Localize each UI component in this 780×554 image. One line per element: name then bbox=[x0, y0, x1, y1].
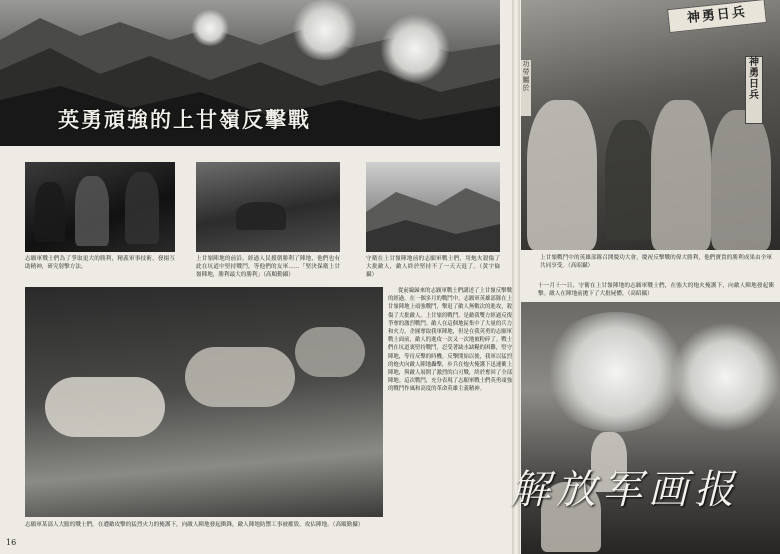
explosion-smoke bbox=[190, 10, 230, 46]
caption-trench-photo: 上甘嶺陣地的前沿，經過人民援朝勝利了陣地，他們也有此在坑道中堅持戰鬥，等他們的友軍……「堅決保衛上甘嶺陣地，勝利最大的勝利」（高順勤攝） bbox=[196, 256, 340, 278]
caption-group-photo: 志願軍戰士們為了爭取更大的勝利，精義軍事技術，發揚互助精神，研究射擊方法。 bbox=[25, 256, 175, 270]
soldier-figure bbox=[35, 182, 65, 242]
explosion-smoke bbox=[541, 312, 691, 432]
caption-smoke-photo: 十一月十一日，守衛在上甘嶺陣地的志願軍戰士們，在強大的炮火掩護下，向敵人陣地發起衝擊。敵人在陣地前拋下了大批屍體。（高昭攝） bbox=[538, 283, 774, 297]
caption-ridge-photo: 守衛在上甘嶺陣地前的志願軍戰士們，用炮火殺傷了大批敵人，敵人終於堅持不了一天天退了。（黃宇倫攝） bbox=[366, 256, 500, 278]
soldier-figure bbox=[236, 202, 286, 230]
explosion-smoke bbox=[671, 322, 780, 432]
ridge-photo bbox=[366, 162, 500, 252]
rally-photo bbox=[521, 0, 780, 250]
explosion-smoke bbox=[290, 0, 360, 60]
soldier-figure bbox=[527, 100, 597, 250]
ridge-graphic bbox=[366, 162, 500, 252]
rally-left-sign: 功勞屬於 bbox=[521, 60, 531, 116]
magazine-logo: 解放军画报 bbox=[510, 467, 740, 513]
article-body: 從前線歸來的志願軍戰士們講述了上甘嶺反擊戰的經過。在一個多月的戰鬥中，志願軍英雄部隊在上甘嶺陣地上頑強戰鬥，擊退了敵人無數次的進攻，殺傷了大批敵人。上甘嶺的戰鬥，是敵我雙方經過反復爭奪的激烈戰鬥。敵人在這個地區集中了大量的兵力和火力，企圖奪取我軍陣地，但是在我英勇的志願軍戰士面前，敵人的進攻一次又一次地被粉碎了。戰士們在坑道裏堅持戰鬥，忍受著缺水缺糧的困難，堅守陣地，等待反擊的時機。反擊開始以後，我軍以猛烈的炮火向敵人陣地轟擊，步兵在炮火掩護下迅速衝上陣地，與敵人展開了激烈的白刃戰，終於奪回了全部陣地。這次戰鬥，充分表現了志願軍戰士們英勇頑強的戰鬥作風和高度的革命英雄主義精神。 bbox=[388, 288, 512, 393]
soldier-figure bbox=[75, 176, 109, 246]
soldier-figure bbox=[651, 100, 711, 250]
smoke-assault-photo bbox=[521, 302, 780, 554]
soldier-figure bbox=[711, 110, 771, 250]
caption-rally-photo: 上甘嶺戰鬥中的英雄部隊召開慶功大會，慶祝反擊戰的偉大勝利，他們寶貴的勝利成果由全軍共同享受。（高昭攝） bbox=[540, 255, 772, 269]
soldier-figure bbox=[45, 377, 165, 437]
trench-photo bbox=[196, 162, 340, 252]
page-title: 英勇頑強的上甘嶺反擊戰 bbox=[58, 107, 311, 132]
explosion-smoke bbox=[380, 14, 450, 84]
soldier-figure bbox=[185, 347, 295, 407]
soldiers-group-photo bbox=[25, 162, 175, 252]
rally-side-sign: 神勇日兵 bbox=[745, 56, 763, 124]
soldier-figure bbox=[125, 172, 159, 244]
page-number: 16 bbox=[6, 538, 17, 547]
soldier-figure bbox=[295, 327, 365, 377]
rally-banner: 神勇日兵 bbox=[667, 0, 767, 33]
assault-photo bbox=[25, 287, 383, 517]
soldier-figure bbox=[605, 120, 655, 240]
caption-assault-photo: 志願軍某部人大膽的戰士們，在遭敵攻擊的猛烈火力的掩護下，向敵人陣地發起衝鋒，敵人陣地防禦工事被摧毀，攻佔陣地。（高順勤攝） bbox=[25, 522, 364, 528]
